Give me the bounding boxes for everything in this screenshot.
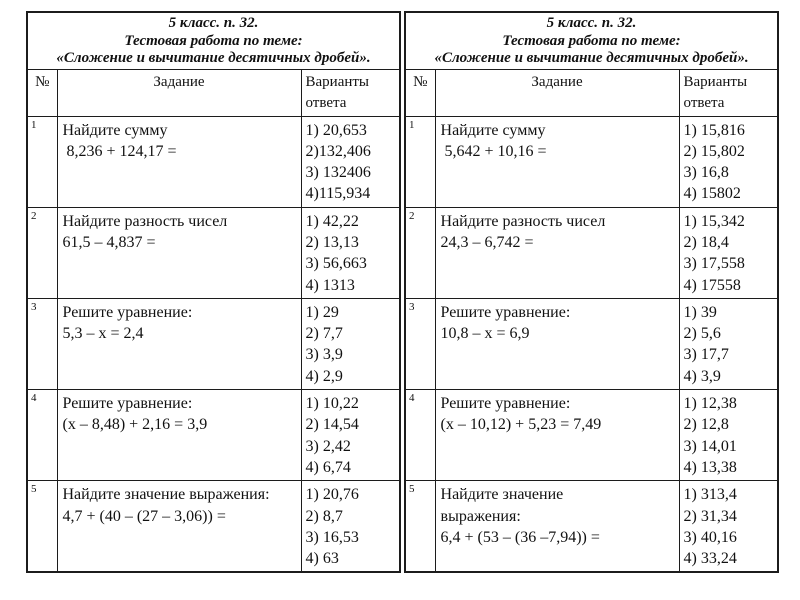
answer-options-cell <box>679 207 778 298</box>
col-header-options: Варианты ответа <box>301 69 400 116</box>
task-line: Решите уравнение: <box>440 395 571 413</box>
table-body <box>405 12 778 572</box>
task-text-cell <box>57 298 301 389</box>
table-title-line: 5 класс. п. 32. <box>168 15 259 31</box>
answer-option: 2) 13,13 <box>305 233 359 251</box>
answer-option: 2) 12,8 <box>683 416 729 434</box>
task-number: 5 <box>27 481 57 573</box>
answer-option: 4) 6,74 <box>305 458 351 476</box>
task-number: 3 <box>405 298 435 389</box>
test-table <box>26 11 401 573</box>
answer-option: 4)115,934 <box>305 185 371 203</box>
answer-option: 2) 31,34 <box>683 507 737 525</box>
answer-options-cell <box>679 116 778 207</box>
answer-option: 3) 16,53 <box>305 528 359 546</box>
col-header-num: № <box>27 69 57 116</box>
answer-option: 3) 132406 <box>305 164 371 182</box>
task-line: 24,3 – 6,742 = <box>440 233 534 251</box>
task-number: 4 <box>27 390 57 481</box>
task-text-cell <box>435 116 679 207</box>
answer-option: 3) 17,558 <box>683 255 745 273</box>
task-text-cell <box>57 390 301 481</box>
table-title-line: Тестовая работа по теме: <box>124 32 303 49</box>
answer-option: 3) 14,01 <box>683 437 737 455</box>
task-line: 5,642 + 10,16 = <box>440 142 547 160</box>
task-line: 10,8 – х = 6,9 <box>440 325 530 343</box>
table-title <box>405 12 778 69</box>
task-line: Найдите значение выражения: <box>62 486 270 504</box>
task-row <box>405 481 778 573</box>
answer-option: 1) 20,76 <box>305 486 359 504</box>
task-text-cell <box>435 298 679 389</box>
table-title-row <box>27 12 400 69</box>
answer-option: 2) 8,7 <box>305 507 343 525</box>
answer-option: 2) 18,4 <box>683 233 729 251</box>
answer-option: 3) 17,7 <box>683 346 729 364</box>
col-header-num: № <box>405 69 435 116</box>
answer-option: 4) 13,38 <box>683 458 737 476</box>
task-row <box>27 298 400 389</box>
task-number: 2 <box>27 207 57 298</box>
task-line: 5,3 – х = 2,4 <box>62 325 144 343</box>
answer-option: 1) 313,4 <box>683 486 737 504</box>
task-number: 4 <box>405 390 435 481</box>
answer-option: 1) 42,22 <box>305 212 359 230</box>
task-line: Найдите сумму <box>440 121 546 139</box>
task-text-cell <box>435 481 679 573</box>
task-line: 8,236 + 124,17 = <box>62 142 177 160</box>
task-row <box>405 116 778 207</box>
answer-option: 4) 33,24 <box>683 550 737 568</box>
test-table <box>404 11 779 573</box>
task-line: (х – 8,48) + 2,16 = 3,9 <box>62 416 208 434</box>
answer-option: 2)132,406 <box>305 142 371 160</box>
answer-option: 4) 2,9 <box>305 367 343 385</box>
task-row <box>405 207 778 298</box>
task-text-cell <box>435 207 679 298</box>
answer-option: 1) 20,653 <box>305 121 367 139</box>
answer-options-cell <box>301 390 400 481</box>
answer-option: 2) 15,802 <box>683 142 745 160</box>
task-row <box>27 481 400 573</box>
task-text-cell <box>57 116 301 207</box>
table-title <box>27 12 400 69</box>
table-title-line: Тестовая работа по теме: <box>502 32 681 49</box>
task-line: Решите уравнение: <box>62 395 193 413</box>
task-line: 6,4 + (53 – (36 –7,94)) = <box>440 528 600 546</box>
answer-option: 2) 7,7 <box>305 325 343 343</box>
table-body <box>27 12 400 572</box>
task-row <box>27 116 400 207</box>
col-header-options: Варианты ответа <box>679 69 778 116</box>
answer-option: 2) 14,54 <box>305 416 359 434</box>
answer-option: 3) 40,16 <box>683 528 737 546</box>
answer-option: 4) 15802 <box>683 185 741 203</box>
answer-option: 1) 15,342 <box>683 212 745 230</box>
task-line: Решите уравнение: <box>440 303 571 321</box>
task-number: 3 <box>27 298 57 389</box>
task-line: (х – 10,12) + 5,23 = 7,49 <box>440 416 602 434</box>
table-title-line: 5 класс. п. 32. <box>546 15 637 31</box>
task-line: Найдите значение <box>440 486 564 504</box>
answer-options-cell <box>679 481 778 573</box>
answer-options-cell <box>301 207 400 298</box>
answer-option: 2) 5,6 <box>683 325 721 343</box>
task-line: Найдите разность чисел <box>440 212 606 230</box>
task-line: выражения: <box>440 507 521 525</box>
answer-option: 1) 12,38 <box>683 395 737 413</box>
task-number: 1 <box>405 116 435 207</box>
column-header-row <box>405 69 778 116</box>
task-text-cell <box>435 390 679 481</box>
table-title-line: «Сложение и вычитание десятичных дробей». <box>56 50 371 66</box>
task-row <box>405 390 778 481</box>
col-header-task: Задание <box>57 69 301 116</box>
task-number: 1 <box>27 116 57 207</box>
task-row <box>405 298 778 389</box>
answer-option: 1) 29 <box>305 303 339 321</box>
task-row <box>27 390 400 481</box>
answer-option: 4) 1313 <box>305 276 355 294</box>
answer-option: 3) 56,663 <box>305 255 367 273</box>
answer-option: 3) 2,42 <box>305 437 351 455</box>
answer-option: 3) 3,9 <box>305 346 343 364</box>
col-header-task: Задание <box>435 69 679 116</box>
table-title-line: «Сложение и вычитание десятичных дробей». <box>434 50 749 66</box>
task-line: Найдите сумму <box>62 121 168 139</box>
tables-wrap <box>26 11 779 573</box>
answer-option: 4) 17558 <box>683 276 741 294</box>
task-line: 4,7 + (40 – (27 – 3,06)) = <box>62 507 226 525</box>
answer-option: 4) 63 <box>305 550 339 568</box>
task-line: Найдите разность чисел <box>62 212 228 230</box>
answer-options-cell <box>301 116 400 207</box>
task-row <box>27 207 400 298</box>
table-title-row <box>405 12 778 69</box>
task-text-cell <box>57 481 301 573</box>
answer-option: 1) 15,816 <box>683 121 745 139</box>
answer-option: 4) 3,9 <box>683 367 721 385</box>
task-line: Решите уравнение: <box>62 303 193 321</box>
answer-options-cell <box>301 298 400 389</box>
task-line: 61,5 – 4,837 = <box>62 233 156 251</box>
task-number: 5 <box>405 481 435 573</box>
answer-options-cell <box>301 481 400 573</box>
answer-options-cell <box>679 298 778 389</box>
answer-option: 3) 16,8 <box>683 164 729 182</box>
task-number: 2 <box>405 207 435 298</box>
task-text-cell <box>57 207 301 298</box>
answer-option: 1) 39 <box>683 303 717 321</box>
answer-options-cell <box>679 390 778 481</box>
answer-option: 1) 10,22 <box>305 395 359 413</box>
column-header-row <box>27 69 400 116</box>
